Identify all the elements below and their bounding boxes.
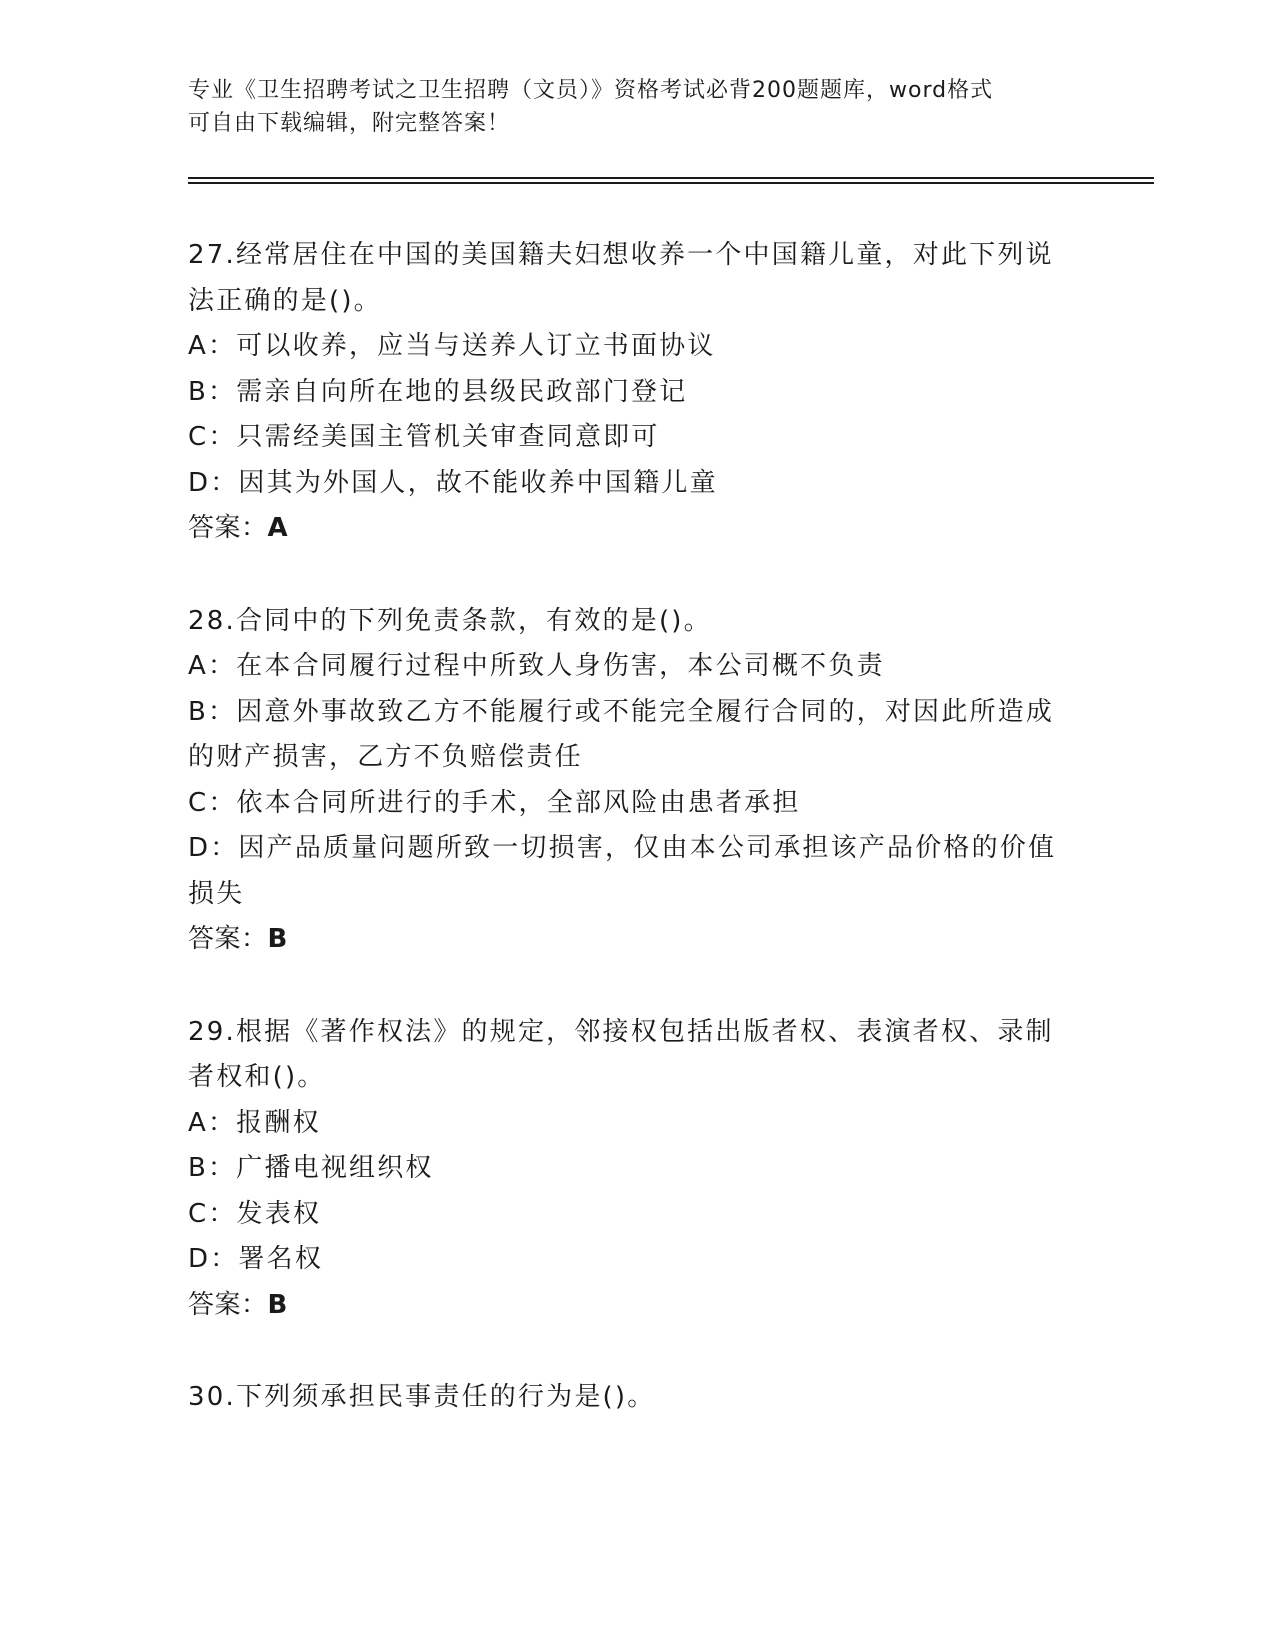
header-line: 可自由下载编辑，附完整答案！ xyxy=(188,111,511,136)
question-text-line: 28.合同中的下列免责条款，有效的是()。 xyxy=(188,605,712,636)
document-header xyxy=(188,74,1068,140)
option-line: A：可以收养，应当与送养人订立书面协议 xyxy=(188,331,716,361)
question-text-line: 27.经常居住在中国的美国籍夫妇想收养一个中国籍儿童，对此下列说 xyxy=(188,240,1054,270)
option-d xyxy=(188,1237,1088,1283)
option-line: C：发表权 xyxy=(188,1198,322,1229)
header-divider-bottom xyxy=(188,182,1154,184)
header-divider-top xyxy=(188,177,1154,179)
question-28 xyxy=(188,599,1088,963)
answer-value: B xyxy=(267,924,288,954)
question-text xyxy=(188,233,1088,324)
option-a xyxy=(188,644,1088,690)
option-line: D：因产品质量问题所致一切损害，仅由本公司承担该产品价格的价值 xyxy=(188,833,1057,863)
question-text-line: 法正确的是()。 xyxy=(188,285,382,316)
option-line: C：依本合同所进行的手术，全部风险由患者承担 xyxy=(188,787,801,818)
option-line: B：广播电视组织权 xyxy=(188,1153,434,1183)
answer-value: A xyxy=(267,513,289,543)
option-b xyxy=(188,1146,1088,1192)
answer-label: 答案： xyxy=(188,1289,268,1320)
question-text-line: 者权和()。 xyxy=(188,1062,326,1092)
option-line: 的财产损害，乙方不负赔偿责任 xyxy=(188,742,583,772)
question-text xyxy=(188,1375,1088,1421)
question-text xyxy=(188,1010,1088,1101)
option-line: C：只需经美国主管机关审查同意即可 xyxy=(188,422,660,452)
option-c xyxy=(188,781,1088,827)
option-line: 损失 xyxy=(188,878,245,909)
option-line: A：在本合同履行过程中所致人身伤害，本公司概不负责 xyxy=(188,651,885,681)
option-line: A：报酬权 xyxy=(188,1107,321,1138)
answer-label: 答案： xyxy=(188,513,268,543)
option-a xyxy=(188,1101,1088,1147)
option-line: D：因其为外国人，故不能收养中国籍儿童 xyxy=(188,467,718,498)
answer xyxy=(188,506,1088,552)
answer xyxy=(188,917,1088,963)
option-line: D：署名权 xyxy=(188,1244,324,1274)
answer xyxy=(188,1283,1088,1329)
question-29 xyxy=(188,1010,1088,1329)
option-c xyxy=(188,1192,1088,1238)
option-b xyxy=(188,690,1088,781)
option-d xyxy=(188,461,1088,507)
option-line: B：需亲自向所在地的县级民政部门登记 xyxy=(188,376,688,407)
option-a xyxy=(188,324,1088,370)
header-line: 专业《卫生招聘考试之卫生招聘（文员）》资格考试必背200题题库，word格式 xyxy=(188,78,994,103)
question-text-line: 30.下列须承担民事责任的行为是()。 xyxy=(188,1382,656,1412)
question-27 xyxy=(188,233,1088,552)
answer-value: B xyxy=(267,1289,288,1320)
option-line: B：因意外事故致乙方不能履行或不能完全履行合同的，对因此所造成 xyxy=(188,696,1055,727)
answer-label: 答案： xyxy=(188,924,268,954)
question-30 xyxy=(188,1375,1088,1421)
option-c xyxy=(188,415,1088,461)
question-list xyxy=(188,233,1088,1468)
option-b xyxy=(188,370,1088,416)
question-text xyxy=(188,599,1088,645)
option-d xyxy=(188,826,1088,917)
question-text-line: 29.根据《著作权法》的规定，邻接权包括出版者权、表演者权、录制 xyxy=(188,1016,1054,1047)
